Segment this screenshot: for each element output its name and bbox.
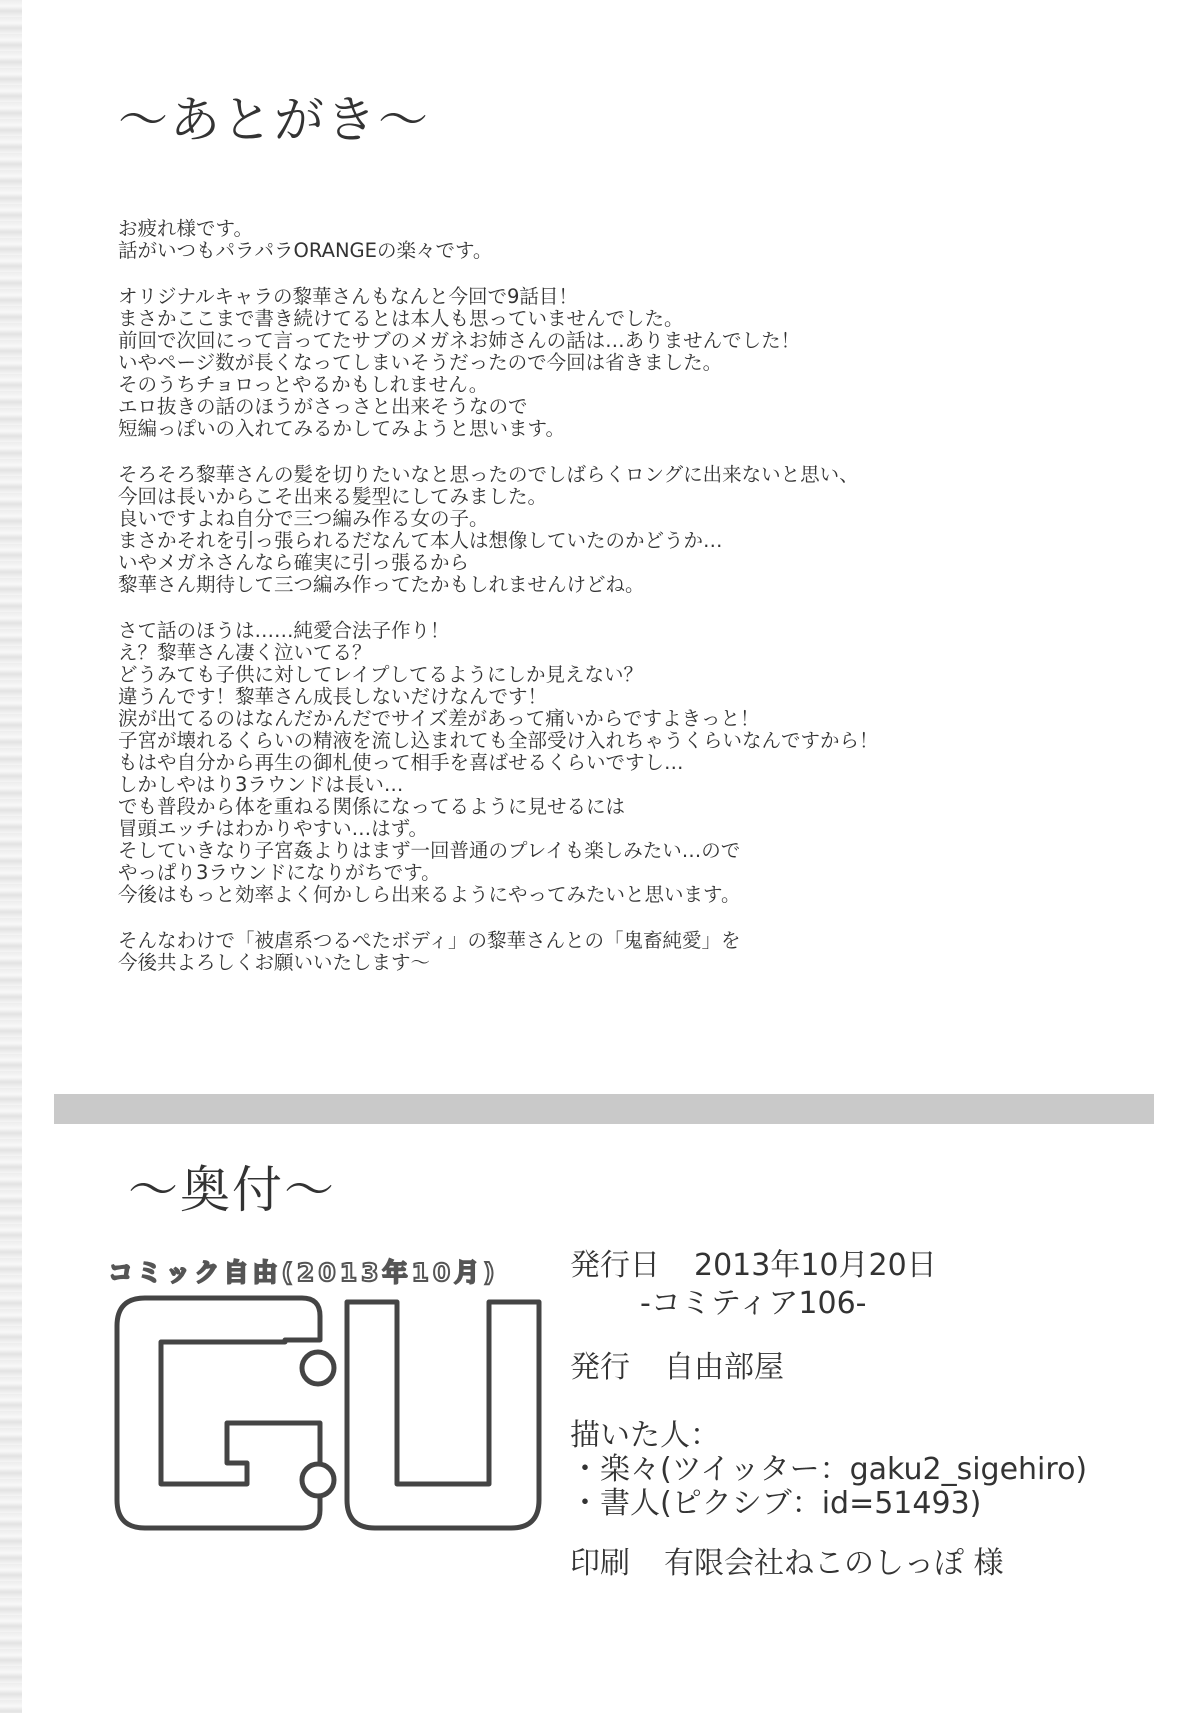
afterword-line: 冒頭エッチはわかりやすい…はず。 bbox=[118, 817, 429, 840]
printer-label: 印刷 bbox=[570, 1546, 630, 1581]
afterword-paragraph bbox=[118, 218, 1098, 262]
afterword-paragraph bbox=[118, 464, 1098, 596]
page-scan-edge bbox=[0, 0, 22, 1713]
afterword-line: いやページ数が長くなってしまいそうだったので今回は省きました。 bbox=[118, 351, 723, 374]
event-name: -コミティア106- bbox=[640, 1286, 867, 1321]
afterword-line: 話がいつもパラパラORANGEの楽々です。 bbox=[118, 239, 493, 262]
afterword-line: 今回は長いからこそ出来る髪型にしてみました。 bbox=[118, 485, 548, 508]
afterword-paragraph bbox=[118, 620, 1098, 906]
afterword-line: え？黎華さん凄く泣いてる？ bbox=[118, 641, 372, 664]
afterword-body bbox=[118, 218, 1098, 998]
logo-dot-upper bbox=[302, 1352, 334, 1384]
section-divider bbox=[54, 1094, 1154, 1124]
afterword-line: オリジナルキャラの黎華さんもなんと今回で9話目！ bbox=[118, 285, 578, 308]
colophon-title: ～奥付～ bbox=[128, 1161, 336, 1219]
afterword-line: さて話のほうは……純愛合法子作り！ bbox=[118, 619, 450, 642]
logo-letter-g bbox=[117, 1298, 320, 1528]
afterword-line: 子宮が壊れるくらいの精液を流し込まれても全部受け入れちゃうくらいなんですから！ bbox=[118, 729, 879, 752]
circle-logo bbox=[105, 1288, 560, 1538]
publisher-row bbox=[570, 1342, 784, 1386]
afterword-line: 今後共よろしくお願いいたします～ bbox=[118, 951, 431, 974]
publisher-value: 自由部屋 bbox=[664, 1350, 784, 1385]
artists-label: 描いた人： bbox=[570, 1418, 720, 1453]
artist-entry: ・書人(ピクシブ：id=51493) bbox=[570, 1486, 982, 1521]
printer-row bbox=[570, 1538, 1004, 1582]
afterword-line: でも普段から体を重ねる関係になってるように見せるには bbox=[118, 795, 626, 818]
afterword-line: 黎華さん期待して三つ編み作ってたかもしれませんけどね。 bbox=[118, 573, 645, 596]
afterword-paragraph bbox=[118, 286, 1098, 440]
afterword-line: しかしやはり3ラウンドは長い… bbox=[118, 773, 404, 796]
afterword-paragraph bbox=[118, 930, 1098, 974]
logo-letter-u bbox=[347, 1302, 539, 1528]
afterword-line: そんなわけで「被虐系つるぺたボディ」の黎華さんとの「鬼畜純愛」を bbox=[118, 929, 741, 952]
afterword-line: 違うんです！黎華さん成長しないだけなんです！ bbox=[118, 685, 548, 708]
afterword-line: もはや自分から再生の御札使って相手を喜ばせるくらいですし… bbox=[118, 751, 684, 774]
printer-value: 有限会社ねこのしっぽ 様 bbox=[664, 1546, 1004, 1581]
afterword-line: どうみても子供に対してレイプしてるようにしか見えない？ bbox=[118, 663, 643, 686]
afterword-line: そのうちチョロっとやるかもしれません。 bbox=[118, 373, 489, 396]
issue-date-label: 発行日 bbox=[570, 1248, 660, 1283]
afterword-line: お疲れ様です。 bbox=[118, 217, 253, 240]
event-badge: コミック自由(2013年10月) bbox=[108, 1258, 499, 1287]
afterword-line: まさかそれを引っ張られるだなんて本人は想像していたのかどうか… bbox=[118, 529, 723, 552]
afterword-title: ～あとがき～ bbox=[118, 91, 430, 149]
afterword-line: そしていきなり子宮姦よりはまず一回普通のプレイも楽しみたい…ので bbox=[118, 839, 741, 862]
afterword-line: 良いですよね自分で三つ編み作る女の子。 bbox=[118, 507, 489, 530]
artist-entry: ・楽々(ツイッター：gaku2_sigehiro) bbox=[570, 1452, 1088, 1487]
afterword-line: いやメガネさんなら確実に引っ張るから bbox=[118, 551, 470, 574]
issue-date-value: 2013年10月20日 bbox=[694, 1248, 937, 1283]
afterword-line: やっぱり3ラウンドになりがちです。 bbox=[118, 861, 441, 884]
afterword-line: 前回で次回にって言ってたサブのメガネお姉さんの話は…ありませんでした！ bbox=[118, 329, 801, 352]
afterword-line: 涙が出てるのはなんだかんだでサイズ差があって痛いからですよきっと！ bbox=[118, 707, 760, 730]
logo-dot-lower bbox=[302, 1464, 334, 1496]
afterword-line: エロ抜きの話のほうがさっさと出来そうなので bbox=[118, 395, 528, 418]
afterword-line: そろそろ黎華さんの髪を切りたいなと思ったのでしばらくロングに出来ないと思い、 bbox=[118, 463, 859, 486]
afterword-line: 短編っぽいの入れてみるかしてみようと思います。 bbox=[118, 417, 565, 440]
afterword-line: まさかここまで書き続けてるとは本人も思っていませんでした。 bbox=[118, 307, 684, 330]
publisher-label: 発行 bbox=[570, 1350, 630, 1385]
afterword-line: 今後はもっと効率よく何かしら出来るようにやってみたいと思います。 bbox=[118, 883, 741, 906]
